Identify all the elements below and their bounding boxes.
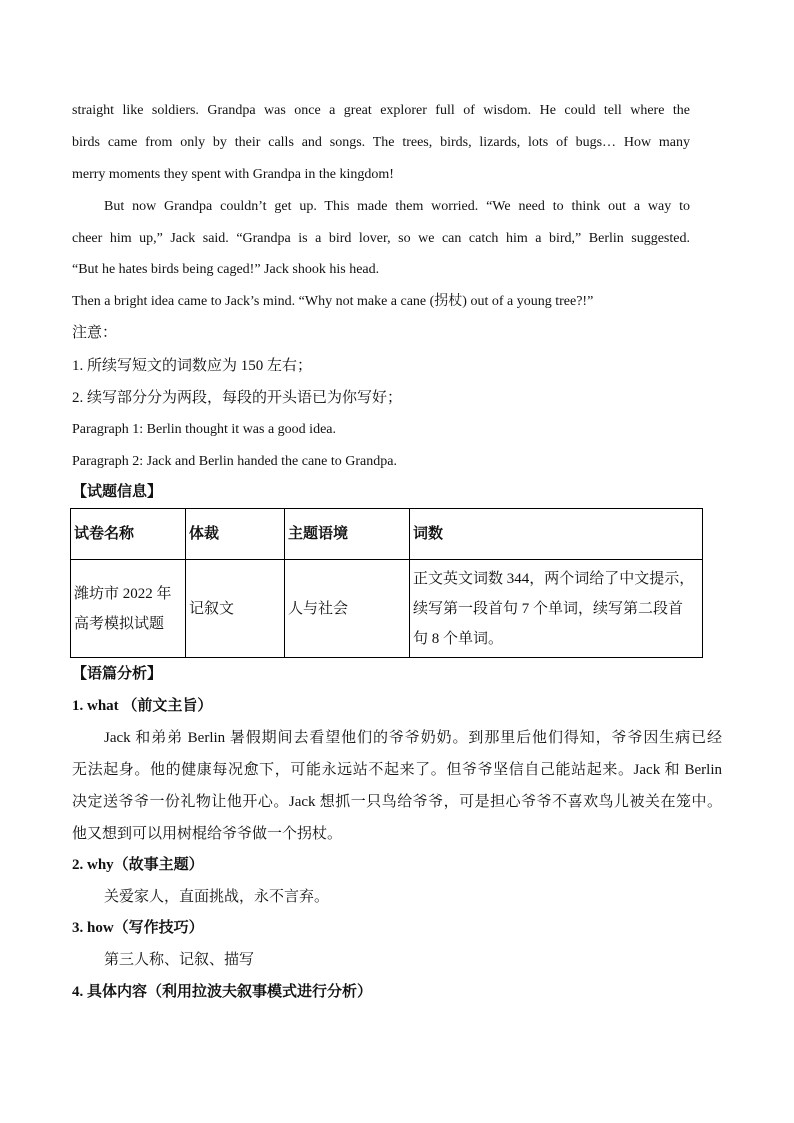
passage-line: straight like soldiers. Grandpa was once a great explorer full of wisdom. He could tell where the (72, 103, 690, 118)
what-line: Jack 和弟弟 Berlin 暑假期间去看望他们的爷爷奶奶。到那里后他们得知，爷爷因生病已经 (104, 730, 722, 746)
theme-cell: 人与社会 (285, 560, 410, 658)
passage-line: But now Grandpa couldn’t get up. This made them worried. “We need to think out a way to (104, 199, 690, 214)
content-heading: 4. 具体内容（利用拉波夫叙事模式进行分析） (72, 984, 373, 1000)
exam-info-table (70, 508, 703, 658)
passage-line: Then a bright idea came to Jack’s mind. “Why not make a cane (拐杖) out of a young tree?!” (72, 294, 594, 309)
genre-cell: 记叙文 (186, 560, 285, 658)
note-item: 1. 所续写短文的词数应为 150 左右； (72, 358, 313, 374)
passage-line: “But he hates birds being caged!” Jack shook his head. (72, 262, 380, 277)
column-header: 体裁 (186, 509, 285, 560)
exam-name-line: 潍坊市 2022 年 (74, 585, 172, 602)
column-header: 词数 (410, 509, 703, 560)
paragraph2-prompt: Paragraph 2: Jack and Berlin handed the cane to Grandpa. (72, 454, 397, 469)
passage-line: merry moments they spent with Grandpa in the kingdom! (72, 167, 394, 182)
word-count-cell (410, 560, 703, 658)
why-heading: 2. why（故事主题） (72, 857, 204, 873)
paragraph1-prompt: Paragraph 1: Berlin thought it was a good idea. (72, 422, 336, 437)
word-count-line: 续写第一段首句 7 个单词，续写第二段首 (413, 600, 684, 617)
column-header: 试卷名称 (71, 509, 186, 560)
table-header-row (71, 509, 703, 560)
passage-line: cheer him up,” Jack said. “Grandpa is a bird lover, so we can catch him a bird,” Berlin suggested. (72, 231, 690, 246)
what-line: 无法起身。他的健康每况愈下，可能永远站不起来了。但爷爷坚信自己能站起来。Jack 和 Berlin (72, 762, 722, 778)
exam-name-line: 高考模拟试题 (74, 615, 165, 632)
what-line: 决定送爷爷一份礼物让他开心。Jack 想抓一只鸟给爷爷，可是担心爷爷不喜欢鸟儿被关在笼中。 (72, 794, 722, 810)
how-heading: 3. how（写作技巧） (72, 920, 204, 936)
what-line: 他又想到可以用树棍给爷爷做一个拐杖。 (72, 826, 343, 842)
exam-info-heading: 【试题信息】 (72, 484, 163, 500)
how-text: 第三人称、记叙、描写 (104, 952, 255, 968)
what-heading: 1. what （前文主旨） (72, 698, 213, 714)
word-count-line: 句 8 个单词。 (413, 630, 504, 647)
notes-title: 注意： (72, 325, 118, 341)
word-count-line: 正文英文词数 344，两个词给了中文提示， (413, 570, 695, 587)
column-header: 主题语境 (285, 509, 410, 560)
exam-name-cell (71, 560, 186, 658)
table-row (71, 560, 703, 658)
note-item: 2. 续写部分分为两段，每段的开头语已为你写好； (72, 390, 403, 406)
analysis-heading: 【语篇分析】 (72, 666, 163, 682)
why-text: 关爱家人，直面挑战，永不言弃。 (104, 889, 330, 905)
passage-line: birds came from only by their calls and songs. The trees, birds, lizards, lots of bugs… How many (72, 135, 690, 150)
